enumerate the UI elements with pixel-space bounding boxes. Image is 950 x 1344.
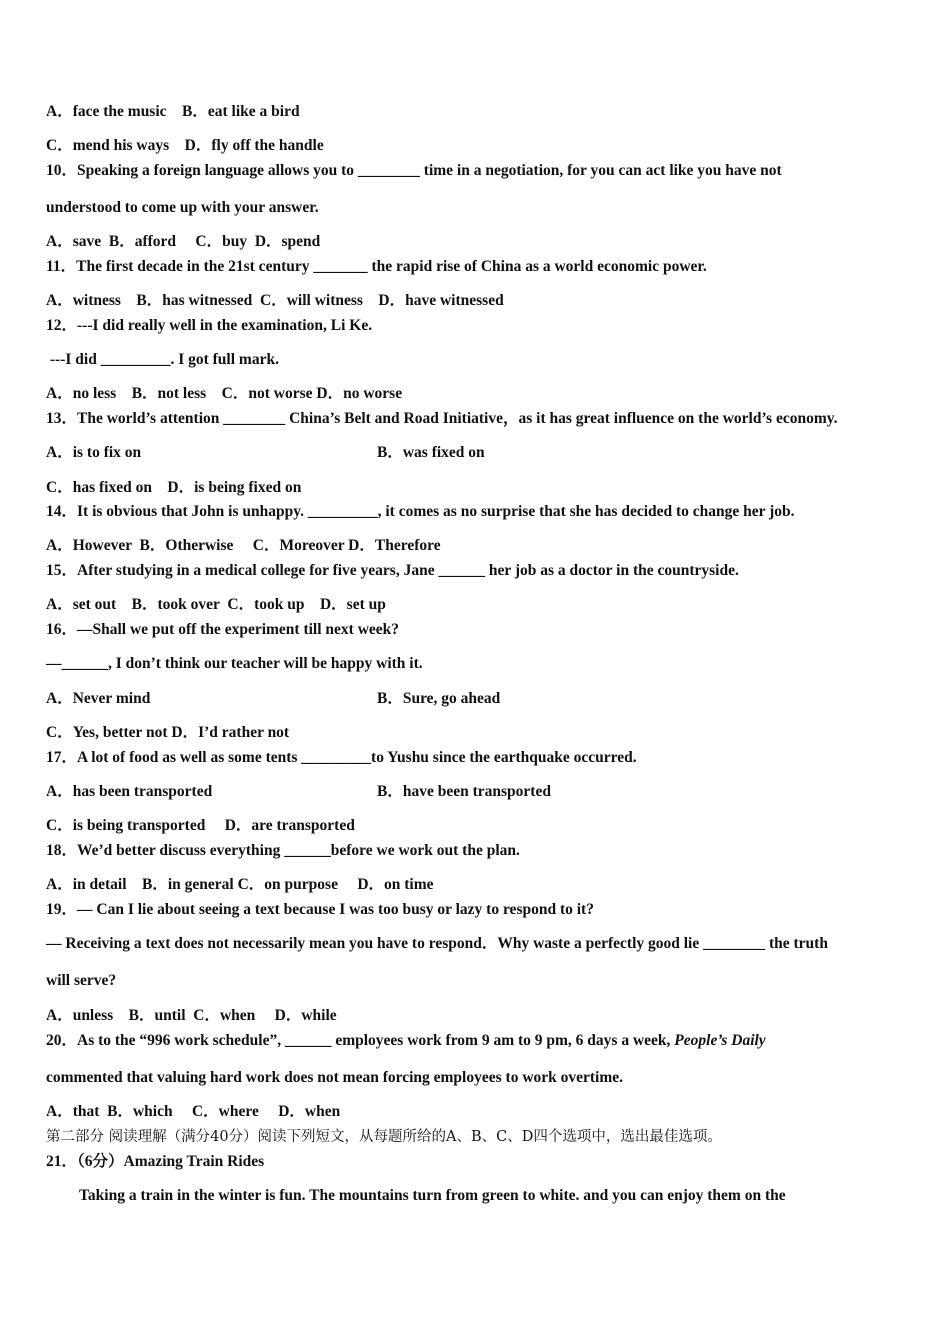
q9-options-ab: A．face the music B．eat like a bird <box>46 103 300 120</box>
q13-options-cd: C．has fixed on D．is being fixed on <box>46 479 302 496</box>
q16-stem-line2: —______, I don’t think our teacher will be happy with it. <box>46 655 423 672</box>
q18-stem: 18．We’d better discuss everything ______before we work out the plan. <box>46 842 520 859</box>
q11-stem: 11．The first decade in the 21st century _______ the rapid rise of China as a world economic power. <box>46 258 707 275</box>
q20-options: A．that B．which C．where D．when <box>46 1103 341 1120</box>
q18-options: A．in detail B．in general C．on purpose D．on time <box>46 876 434 893</box>
q10-stem-line2: understood to come up with your answer. <box>46 199 319 216</box>
q13-option-a: A．is to fix on <box>46 444 142 461</box>
q17-options-cd: C．is being transported D．are transported <box>46 817 355 834</box>
q10-options: A．save B．afford C．buy D．spend <box>46 233 321 250</box>
q20-stem-line1 <box>46 1031 766 1051</box>
q14-options: A．However B．Otherwise C．Moreover D．Therefore <box>46 537 441 554</box>
section2-heading: 第二部分 阅读理解（满分40分）阅读下列短文，从每题所给的A、B、C、D四个选项中，选出最佳选项。 <box>46 1129 722 1145</box>
q9-options-cd: C．mend his ways D．fly off the handle <box>46 137 324 154</box>
q15-stem: 15．After studying in a medical college for five years, Jane ______ her job as a doctor in the countryside. <box>46 562 739 579</box>
q20-newspaper-name: People’s Daily <box>674 1032 766 1049</box>
q16-stem-line1: 16．—Shall we put off the experiment till next week? <box>46 621 400 638</box>
q19-stem-line2: — Receiving a text does not necessarily mean you have to respond．Why waste a perfectly good lie ________ the truth <box>46 935 828 952</box>
q16-option-a: A．Never mind <box>46 690 151 707</box>
q19-options: A．unless B．until C．when D．while <box>46 1007 337 1024</box>
q17-stem: 17．A lot of food as well as some tents _________to Yushu since the earthquake occurred. <box>46 749 637 766</box>
q17-option-b: B．have been transported <box>377 783 551 800</box>
q19-stem-line1: 19．— Can I lie about seeing a text because I was too busy or lazy to respond to it? <box>46 901 594 918</box>
q20-stem-text: 20．As to the “996 work schedule”, ______ employees work from 9 am to 9 pm, 6 days a week, <box>46 1032 675 1049</box>
q12-stem-line1: 12．---I did really well in the examination, Li Ke. <box>46 317 373 334</box>
q16-options-cd: C．Yes, better not D．I’d rather not <box>46 724 290 741</box>
q12-stem-line2: ---I did _________. I got full mark. <box>46 351 279 368</box>
q10-stem-line1: 10．Speaking a foreign language allows you to ________ time in a negotiation, for you can act like you have not <box>46 162 782 179</box>
q19-stem-line3: will serve? <box>46 972 117 989</box>
q13-stem: 13．The world’s attention ________ China’s Belt and Road Initiative，as it has great influence on the world’s economy. <box>46 410 838 427</box>
q13-option-b: B．was fixed on <box>377 444 485 461</box>
passage-paragraph-line1: Taking a train in the winter is fun. The mountains turn from green to white. and you can enjoy them on the <box>79 1187 786 1204</box>
q16-option-b: B．Sure, go ahead <box>377 690 501 707</box>
q11-options: A．witness B．has witnessed C．will witness D．have witnessed <box>46 292 504 309</box>
q12-options: A．no less B．not less C．not worse D．no worse <box>46 385 403 402</box>
q17-option-a: A．has been transported <box>46 783 213 800</box>
q14-stem: 14．It is obvious that John is unhappy. _________, it comes as no surprise that she has decided to change her job. <box>46 503 795 520</box>
q21-title: 21．（6分）Amazing Train Rides <box>46 1153 265 1170</box>
q15-options: A．set out B．took over C．took up D．set up <box>46 596 386 613</box>
q20-stem-line2: commented that valuing hard work does not mean forcing employees to work overtime. <box>46 1069 624 1086</box>
